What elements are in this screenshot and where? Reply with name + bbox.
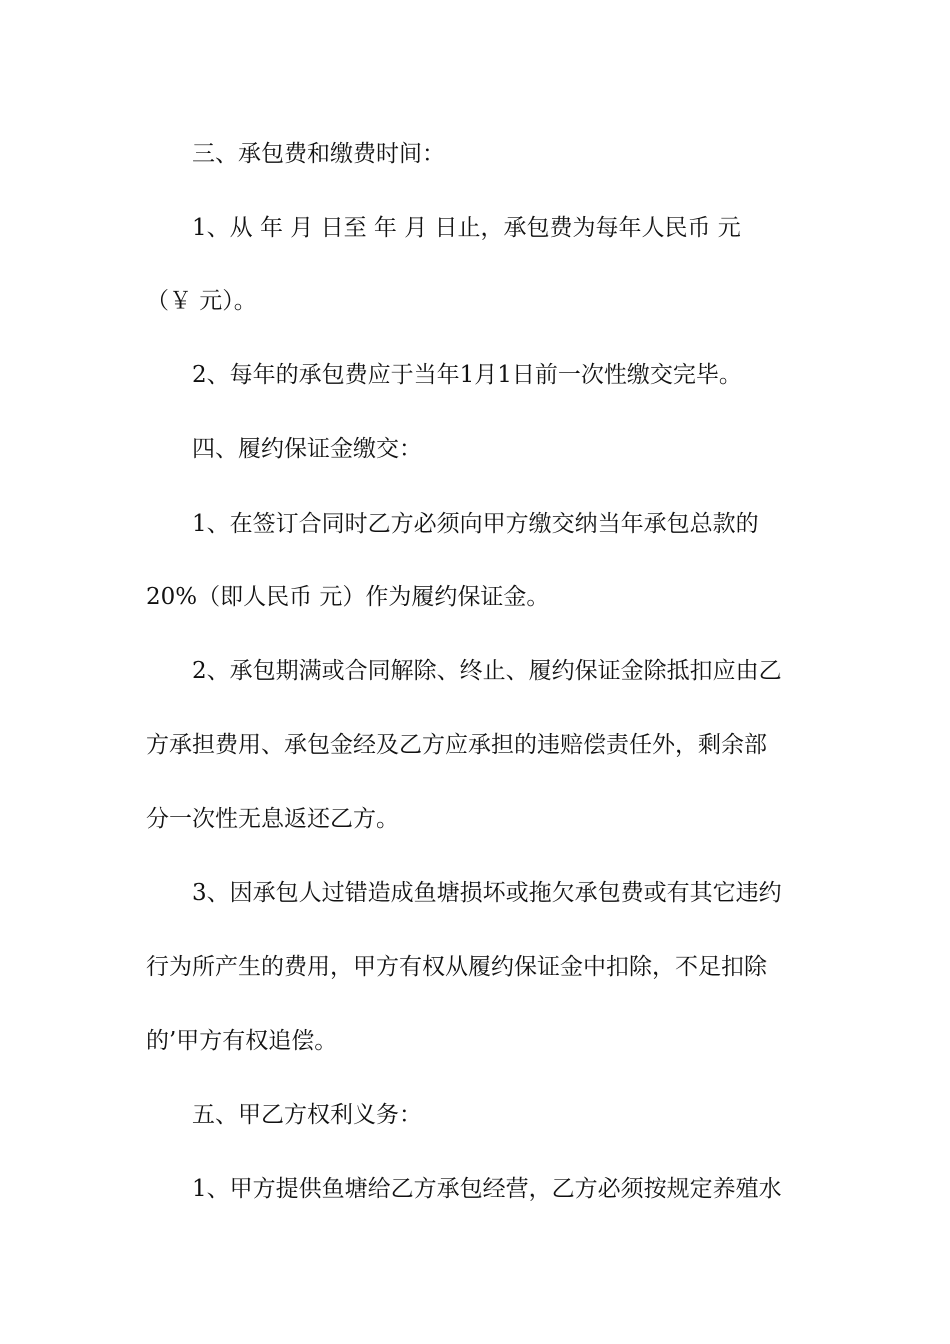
section-4-heading: 四、履约保证金缴交： bbox=[192, 436, 422, 462]
paragraph-line: 2、承包期满或合同解除、终止、履约保证金除抵扣应由乙 bbox=[192, 658, 782, 684]
paragraph-line: 2、每年的承包费应于当年1月1日前一次性缴交完毕。 bbox=[192, 362, 742, 388]
paragraph-line: 1、甲方提供鱼塘给乙方承包经营，乙方必须按规定养殖水 bbox=[192, 1176, 782, 1202]
section-3-heading: 三、承包费和缴费时间： bbox=[192, 141, 445, 167]
paragraph-line: 1、在签订合同时乙方必须向甲方缴交纳当年承包总款的 bbox=[192, 511, 759, 537]
paragraph-line: 20%（即人民币 元）作为履约保证金。 bbox=[146, 584, 550, 610]
paragraph-line: 行为所产生的费用，甲方有权从履约保证金中扣除，不足扣除 bbox=[146, 954, 767, 980]
section-5-heading: 五、甲乙方权利义务： bbox=[192, 1102, 422, 1128]
paragraph-line: （￥ 元）。 bbox=[146, 288, 257, 314]
paragraph-line: 分一次性无息返还乙方。 bbox=[146, 806, 399, 832]
paragraph-line: 方承担费用、承包金经及乙方应承担的违赔偿责任外，剩余部 bbox=[146, 732, 767, 758]
paragraph-line: 的’甲方有权追偿。 bbox=[146, 1028, 338, 1054]
paragraph-line: 3、因承包人过错造成鱼塘损坏或拖欠承包费或有其它违约 bbox=[192, 880, 782, 906]
paragraph-line: 1、从 年 月 日至 年 月 日止，承包费为每年人民币 元 bbox=[192, 215, 741, 241]
